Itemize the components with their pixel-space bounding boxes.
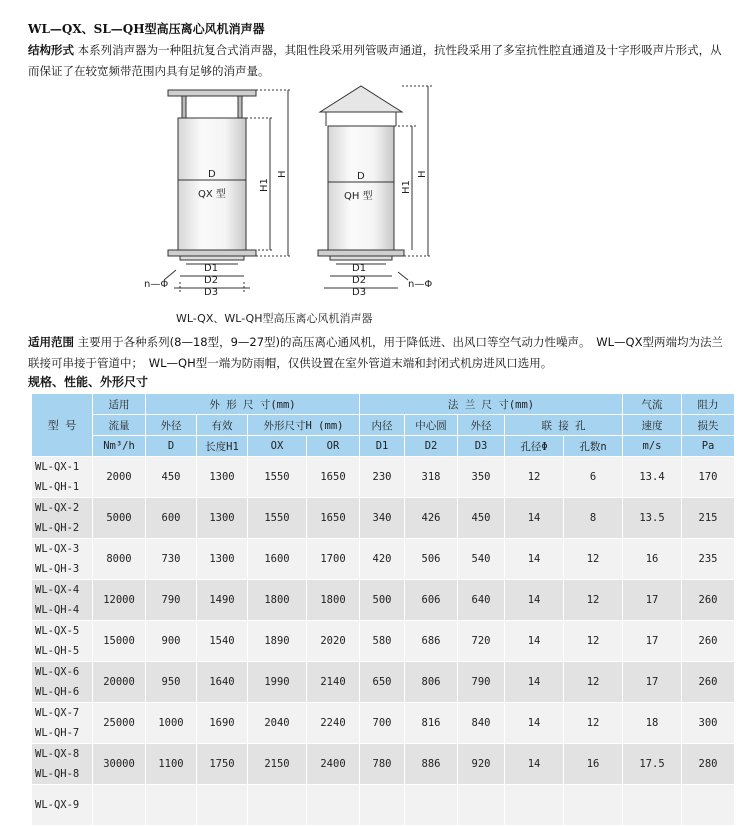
col-or: OR [307,436,359,456]
cell-d1: 500 [360,580,404,620]
cell-v: 13.5 [623,498,681,538]
right-d-label: D [357,171,365,182]
cell-d [146,785,196,825]
table-row [32,744,734,784]
right-d3-label: D3 [352,287,367,298]
col-hole-count: 孔数n [564,436,622,456]
application-label: 适用范围 [28,335,74,349]
cell-d: 730 [146,539,196,579]
cell-or: 1650 [307,457,359,497]
cell-d1: 340 [360,498,404,538]
left-d2-label: D2 [204,275,219,286]
cell-d1: 780 [360,744,404,784]
cell-hd: 14 [505,662,563,702]
model-code: WL-QH-1 [35,481,80,493]
cell-v: 17 [623,580,681,620]
cell-r: 215 [682,498,734,538]
cell-d3: 920 [458,744,504,784]
model-code: WL-QH-4 [35,604,80,616]
cell-d1 [360,785,404,825]
col-resist-unit: Pa [682,436,734,456]
left-d-label: D [208,169,216,180]
cell-hn: 12 [564,580,622,620]
cell-or: 2020 [307,621,359,661]
model-code: WL-QH-2 [35,522,80,534]
structure-text: 本系列消声器为一种阻抗复合式消声器，其阻性段采用列管吸声通道，抗性段采用了多室抗性腔直通道及十字形吸声片形式，从而保证了在较宽频带范围内具有足够的消声量。 [28,43,722,78]
cell-ox: 2150 [248,744,306,784]
col-holes-group: 联 接 孔 [505,415,622,435]
cell-hd: 14 [505,703,563,743]
muffler-diagram [140,82,450,330]
cell-ox [248,785,306,825]
right-nphi-label: n—Φ [408,279,433,290]
cell-h1: 1300 [197,498,247,538]
cell-h1: 1640 [197,662,247,702]
table-row [32,785,734,825]
cell-d3 [458,785,504,825]
model-code: WL-QH-7 [35,727,80,739]
right-h1-label: H1 [401,180,412,194]
structure-paragraph [28,40,733,82]
cell-d: 450 [146,457,196,497]
cell-d3: 350 [458,457,504,497]
cell-d3: 450 [458,498,504,538]
cell-flow: 5000 [93,498,145,538]
cell-flow: 30000 [93,744,145,784]
cell-ox: 1600 [248,539,306,579]
model-code: WL-QX-3 [35,543,80,555]
cell-d3: 640 [458,580,504,620]
model-code: WL-QX-4 [35,584,80,596]
page-title: WL—QX、SL—QH型高压离心风机消声器 [28,22,265,36]
col-id-l1: 内径 [360,415,404,435]
cell-d1: 420 [360,539,404,579]
left-h1-label: H1 [259,178,270,192]
cell-r: 235 [682,539,734,579]
cell-hn: 12 [564,539,622,579]
application-paragraph [28,332,733,374]
right-h-label: H [417,170,428,178]
cell-d1: 230 [360,457,404,497]
col-h-group: 外形尺寸H (mm) [248,415,359,435]
cell-d2 [405,785,457,825]
cell-d: 1000 [146,703,196,743]
cell-flow [93,785,145,825]
model-code: WL-QH-6 [35,686,80,698]
col-velocity-unit: m/s [623,436,681,456]
cell-hn: 16 [564,744,622,784]
cell-d: 600 [146,498,196,538]
model-code: WL-QX-2 [35,502,80,514]
cell-flow: 15000 [93,621,145,661]
cell-ox: 1890 [248,621,306,661]
cell-or: 1700 [307,539,359,579]
model-code: WL-QX-5 [35,625,80,637]
cell-d: 950 [146,662,196,702]
col-velocity-l2: 速度 [623,415,681,435]
cell-d2: 426 [405,498,457,538]
cell-ox: 1990 [248,662,306,702]
left-nphi-label: n—Φ [144,279,169,290]
figure-caption: WL-QX、WL-QH型高压离心风机消声器 [176,312,373,325]
col-resist-l2: 损失 [682,415,734,435]
cell-model [32,703,92,743]
table-row [32,580,734,620]
cell-v: 17.5 [623,744,681,784]
cell-hn: 6 [564,457,622,497]
col-hole-dia: 孔径Φ [505,436,563,456]
col-cc-l2: D2 [405,436,457,456]
cell-hn: 12 [564,662,622,702]
cell-h1: 1490 [197,580,247,620]
right-d1-label: D1 [352,263,367,274]
table-row [32,539,734,579]
cell-v: 18 [623,703,681,743]
cell-d1: 700 [360,703,404,743]
cell-d1: 650 [360,662,404,702]
cell-v [623,785,681,825]
cell-d: 900 [146,621,196,661]
cell-or: 1650 [307,498,359,538]
model-code: WL-QX-1 [35,461,80,473]
cell-hn: 8 [564,498,622,538]
cell-d2: 318 [405,457,457,497]
cell-model [32,580,92,620]
col-id-l2: D1 [360,436,404,456]
model-code: WL-QX-7 [35,707,80,719]
cell-flow: 2000 [93,457,145,497]
spec-section-title: 规格、性能、外形尺寸 [28,375,149,389]
model-code: WL-QH-5 [35,645,80,657]
cell-d2: 686 [405,621,457,661]
col-resist-l1: 阻力 [682,394,734,414]
cell-hn: 12 [564,621,622,661]
table-row [32,662,734,702]
spec-table-body [32,457,734,825]
cell-d3: 840 [458,703,504,743]
col-eff-l2: 长度H1 [197,436,247,456]
cell-flow: 8000 [93,539,145,579]
cell-d2: 806 [405,662,457,702]
cell-hd: 14 [505,621,563,661]
col-eff-l1: 有效 [197,415,247,435]
model-code: WL-QX-8 [35,748,80,760]
col-flow-unit: Nm³/h [93,436,145,456]
cell-r: 260 [682,580,734,620]
cell-d3: 540 [458,539,504,579]
cell-or: 2140 [307,662,359,702]
left-d3-label: D3 [204,287,219,298]
cell-r: 260 [682,662,734,702]
cell-model [32,457,92,497]
cell-v: 16 [623,539,681,579]
cell-r: 280 [682,744,734,784]
cell-hn [564,785,622,825]
col-fd-l2: D3 [458,436,504,456]
cell-v: 13.4 [623,457,681,497]
cell-v: 17 [623,621,681,661]
cell-d2: 886 [405,744,457,784]
col-fd-l1: 外径 [458,415,504,435]
left-d1-label: D1 [204,263,219,274]
cell-d3: 720 [458,621,504,661]
model-code: WL-QH-8 [35,768,80,780]
col-ox: OX [248,436,306,456]
cell-h1: 1750 [197,744,247,784]
cell-d3: 790 [458,662,504,702]
cell-hd [505,785,563,825]
cell-ox: 2040 [248,703,306,743]
cell-h1: 1540 [197,621,247,661]
cell-hd: 14 [505,580,563,620]
cell-r [682,785,734,825]
cell-or: 2400 [307,744,359,784]
cell-flow: 12000 [93,580,145,620]
cell-ox: 1550 [248,457,306,497]
cell-r: 300 [682,703,734,743]
cell-hd: 14 [505,539,563,579]
col-flow-l1: 适用 [93,394,145,414]
left-type-label: QX 型 [198,189,226,200]
cell-ox: 1550 [248,498,306,538]
table-row [32,498,734,538]
cell-r: 170 [682,457,734,497]
cell-or: 2240 [307,703,359,743]
cell-model [32,744,92,784]
cell-v: 17 [623,662,681,702]
application-text: 主要用于各种系列(8—18型，9—27型)的高压离心通风机，用于降低进、出风口等空气动力性噪声。 WL—QX型两端均为法兰联接可串接于管道中； WL—QH型一端为防雨帽，仅供设置在室外管道末端和封闭式机房进风口选用。 [28,335,723,370]
cell-r: 260 [682,621,734,661]
cell-d: 790 [146,580,196,620]
col-dims-group: 外 形 尺 寸(mm) [146,394,359,414]
model-code: WL-QX-6 [35,666,80,678]
cell-hd: 14 [505,744,563,784]
model-code: WL-QX-9 [35,799,80,811]
cell-or: 1800 [307,580,359,620]
right-type-label: QH 型 [344,191,373,202]
cell-model [32,498,92,538]
cell-model [32,621,92,661]
col-flow-l2: 流量 [93,415,145,435]
cell-flow: 25000 [93,703,145,743]
left-h-label: H [277,170,288,178]
cell-hn: 12 [564,703,622,743]
cell-or [307,785,359,825]
cell-h1 [197,785,247,825]
cell-h1: 1690 [197,703,247,743]
cell-h1: 1300 [197,457,247,497]
col-od-l1: 外径 [146,415,196,435]
cell-d1: 580 [360,621,404,661]
col-velocity-l1: 气流 [623,394,681,414]
cell-hd: 12 [505,457,563,497]
table-row [32,621,734,661]
col-flange-group: 法 兰 尺 寸(mm) [360,394,622,414]
model-code: WL-QH-3 [35,563,80,575]
col-model: 型 号 [32,394,92,456]
cell-h1: 1300 [197,539,247,579]
cell-d: 1100 [146,744,196,784]
spec-table-wrapper [31,393,730,826]
cell-ox: 1800 [248,580,306,620]
cell-d2: 606 [405,580,457,620]
table-row [32,703,734,743]
cell-d2: 816 [405,703,457,743]
structure-label: 结构形式 [28,43,74,57]
cell-model [32,662,92,702]
cell-d2: 506 [405,539,457,579]
cell-model [32,785,92,825]
cell-flow: 20000 [93,662,145,702]
table-row [32,457,734,497]
col-cc-l1: 中心圆 [405,415,457,435]
cell-hd: 14 [505,498,563,538]
spec-table [31,393,735,826]
col-od-l2: D [146,436,196,456]
right-d2-label: D2 [352,275,367,286]
cell-model [32,539,92,579]
